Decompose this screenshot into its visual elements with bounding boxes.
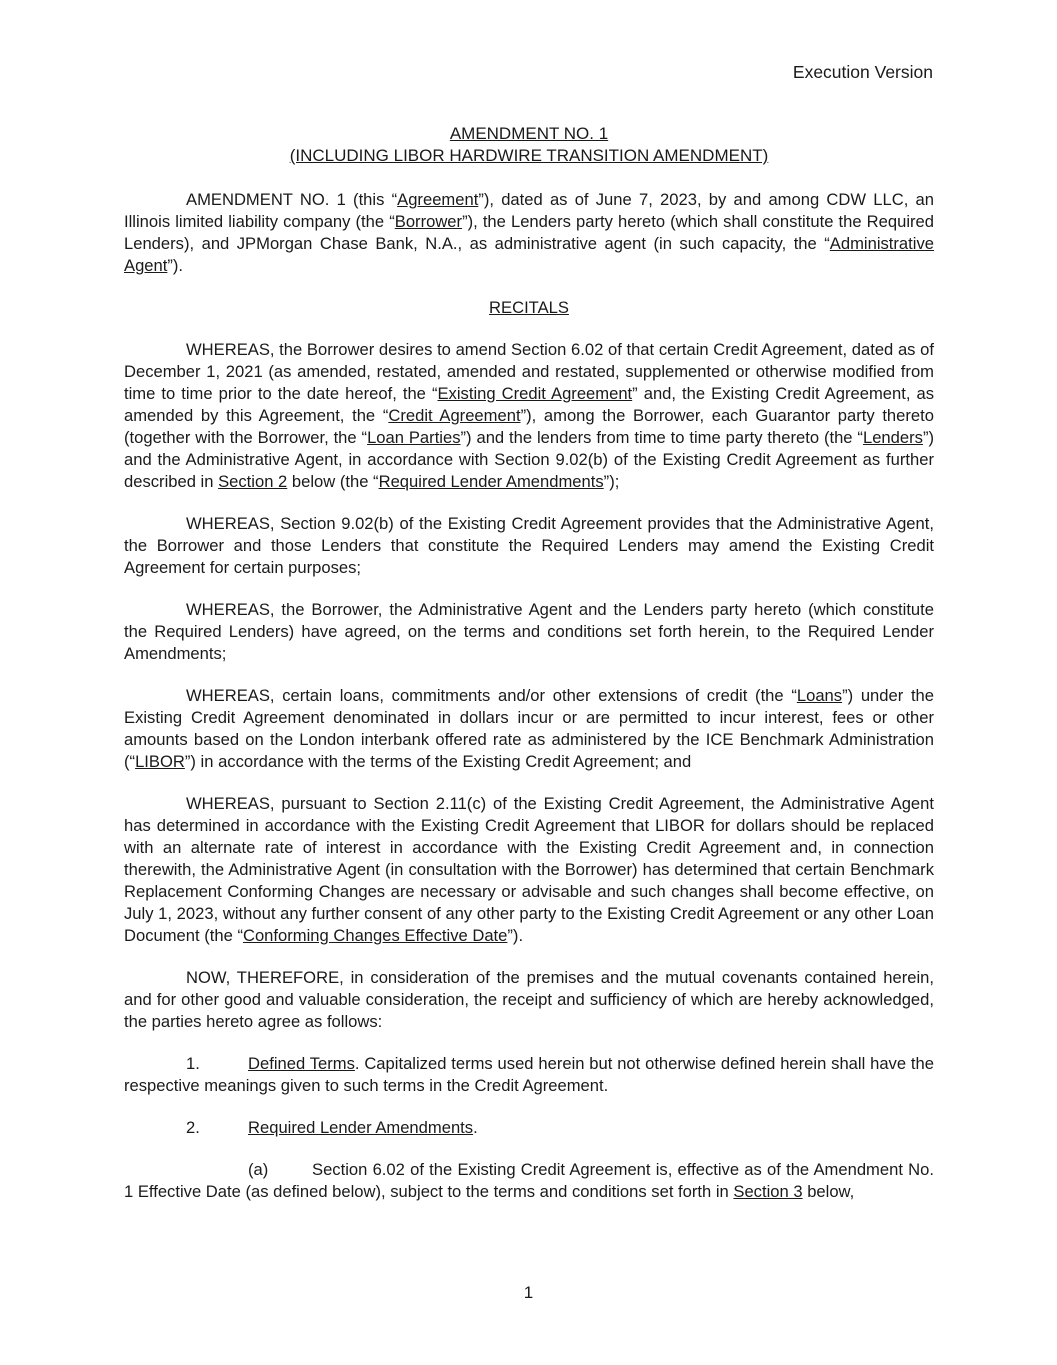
now-therefore-paragraph: NOW, THEREFORE, in consideration of the premises and the mutual covenants contained herein, and for other good and valuable consideration, the receipt and sufficiency of which are hereby acknowledged, the parties hereto agree as follows: <box>124 968 934 1031</box>
whereas-paragraph-2: WHEREAS, Section 9.02(b) of the Existing Credit Agreement provides that the Administrative Agent, the Borrower and those Lenders that constitute the Required Lenders may amend the Existing Credit Agreement for certain purposes; <box>124 514 934 577</box>
whereas-paragraph-4: WHEREAS, certain loans, commitments and/or other extensions of credit (the “Loans”) under the Existing Credit Agreement denominated in dollars incur or are permitted to incur interest, fees or other amounts based on the London interbank offered rate as administered by the ICE Benchmark Administration (“LIBOR”) in accordance with the terms of the Existing Credit Agreement; and <box>124 686 935 771</box>
whereas-paragraph-3: WHEREAS, the Borrower, the Administrative Agent and the Lenders party hereto (which constitute the Required Lenders) have agreed, on the terms and conditions set forth herein, to the Required Lender Amendments; <box>124 600 934 663</box>
section-1-defined-terms: 1. Defined Terms. Capitalized terms used herein but not otherwise defined herein shall have the respective meanings given to such terms in the Credit Agreement. <box>124 1054 934 1095</box>
intro-paragraph: AMENDMENT NO. 1 (this “Agreement”), dated as of June 7, 2023, by and among CDW LLC, an Illinois limited liability company (the “Borrower”), the Lenders party hereto (which shall constitute the Required Lenders), and JPMorgan Chase Bank, N.A., as administrative agent (in such capacity, the “Administrative Agent”). <box>124 190 934 275</box>
document-body <box>124 189 934 1223</box>
whereas-paragraph-5: WHEREAS, pursuant to Section 2.11(c) of the Existing Credit Agreement, the Administrative Agent has determined in accordance with the Existing Credit Agreement that LIBOR for dollars should be replaced with an alternate rate of interest in accordance with the Existing Credit Agreement and, in connection therewith, the Administrative Agent (in consultation with the Borrower) has determined that certain Benchmark Replacement Conforming Changes are necessary or advisable and such changes shall become effective, on July 1, 2023, without any further consent of any other party to the Existing Credit Agreement or any other Loan Document (the “Conforming Changes Effective Date”). <box>124 794 934 945</box>
section-2-required-lender-amendments: 2. Required Lender Amendments. <box>186 1118 478 1137</box>
amendment-subtitle: (INCLUDING LIBOR HARDWIRE TRANSITION AMENDMENT) <box>289 146 769 165</box>
whereas-paragraph-1: WHEREAS, the Borrower desires to amend Section 6.02 of that certain Credit Agreement, dated as of December 1, 2021 (as amended, restated, amended and restated, supplemented or otherwise modified from time to time prior to the date hereof, the “Existing Credit Agreement” and, the Existing Credit Agreement, as amended by this Agreement, the “Credit Agreement”), among the Borrower, each Guarantor party thereto (together with the Borrower, the “Loan Parties”) and the lenders from time to time party thereto (the “Lenders”) and the Administrative Agent, in accordance with Section 9.02(b) of the Existing Credit Agreement as further described in Section 2 below (the “Required Lender Amendments”); <box>124 340 935 491</box>
amendment-title: AMENDMENT NO. 1 <box>449 124 609 143</box>
section-2a-paragraph: (a) Section 6.02 of the Existing Credit Agreement is, effective as of the Amendment No. 1 Effective Date (as defined below), subject to the terms and conditions set forth in Section 3 below, <box>124 1160 934 1201</box>
page-number: 1 <box>523 1283 534 1302</box>
execution-version-label: Execution Version <box>792 62 933 82</box>
recitals-heading: RECITALS <box>489 298 569 317</box>
